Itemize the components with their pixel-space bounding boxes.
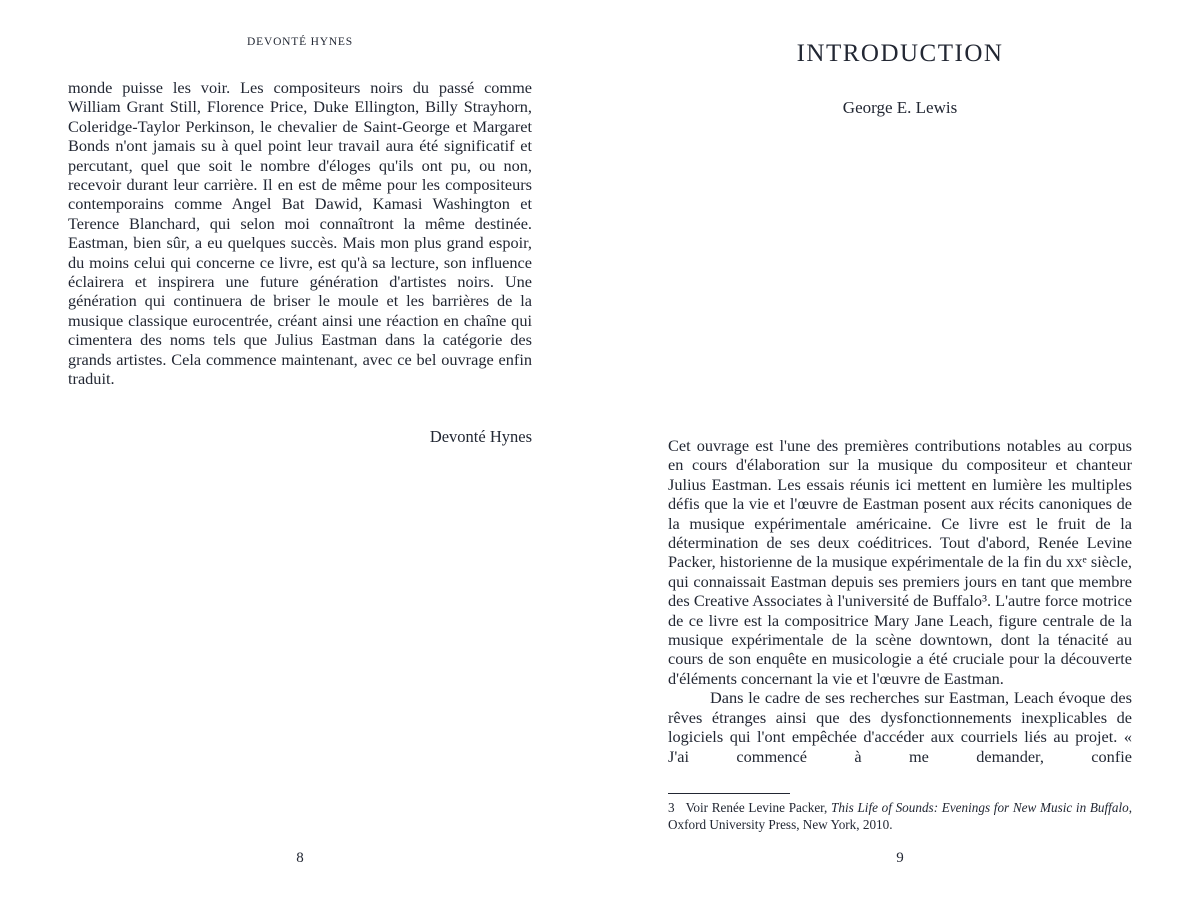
running-header: DEVONTÉ HYNES — [247, 36, 353, 48]
left-page — [68, 0, 532, 904]
footnote-book-title: This Life of Sounds: Evenings for New Music in Buffalo — [831, 800, 1129, 815]
right-page-number: 9 — [896, 850, 904, 866]
right-page-body — [668, 436, 1132, 766]
right-page — [668, 0, 1132, 904]
footnote-text-suffix: , Oxford University Press, New York, 2010. — [668, 800, 1132, 832]
chapter-title: INTRODUCTION — [796, 40, 1004, 67]
right-page-paragraph-2: Dans le cadre de ses recherches sur Eastman, Leach évoque des rêves étranges ainsi que des dysfonctionnements inexplicables de logiciels qui l'ont empêchée d'accéder aux courriels liés au projet. « J'ai commencé à me demander, confie — [668, 688, 1132, 766]
footnote-separator — [668, 793, 790, 794]
left-page-paragraph: monde puisse les voir. Les compositeurs noirs du passé comme William Grant Still, Florence Price, Duke Ellington, Billy Strayhorn, Coleridge-Taylor Perkinson, le chevalier de Saint-George et Margaret Bonds n'ont jamais su à quel point leur travail aura été significatif et percutant, quel que soit le nombre d'éloges qu'ils ont pu, ou non, recevoir durant leur carrière. Il en est de même pour les compositeurs contemporains comme Angel Bat Dawid, Kamasi Washington et Terence Blanchard, qui selon moi connaîtront la même destinée. Eastman, bien sûr, a eu quelques succès. Mais mon plus grand espoir, du moins celui qui concerne ce livre, est qu'à sa lecture, son influence éclairera et inspirera une future génération d'artistes noirs. Une génération qui continuera de briser le moule et les barrières de la musique classique eurocentrée, créant ainsi une réaction en chaîne qui cimentera des noms tels que Julius Eastman dans la catégorie des grands artistes. Cela commence maintenant, avec ce bel ouvrage enfin traduit. — [68, 78, 532, 389]
chapter-author: George E. Lewis — [842, 98, 958, 117]
right-page-paragraph-1: Cet ouvrage est l'une des premières contributions notables au corpus en cours d'élaboration sur la musique du compositeur et chanteur Julius Eastman. Les essais réunis ici mettent en lumière les multiples défis que la vie et l'œuvre de Eastman posent aux récits canoniques de la musique expérimentale américaine. Ce livre est le fruit de la détermination de ses deux coéditrices. Tout d'abord, Renée Levine Packer, historienne de la musique expérimentale de la fin du xxᵉ siècle, qui connaissait Eastman depuis ses premiers jours en tant que membre des Creative Associates à l'université de Buffalo³. L'autre force motrice de ce livre est la compositrice Mary Jane Leach, figure centrale de la musique expérimentale de la scène downtown, dont la ténacité au cours de son enquête en musicologie a été cruciale pour la découverte d'éléments concernant la vie et l'œuvre de Eastman. — [668, 436, 1132, 688]
author-signature: Devonté Hynes — [429, 427, 532, 446]
footnote — [668, 799, 1132, 833]
left-page-number: 8 — [296, 850, 304, 866]
footnote-marker: 3 — [668, 800, 675, 815]
footnote-text-prefix: Voir Renée Levine Packer, — [685, 800, 832, 815]
